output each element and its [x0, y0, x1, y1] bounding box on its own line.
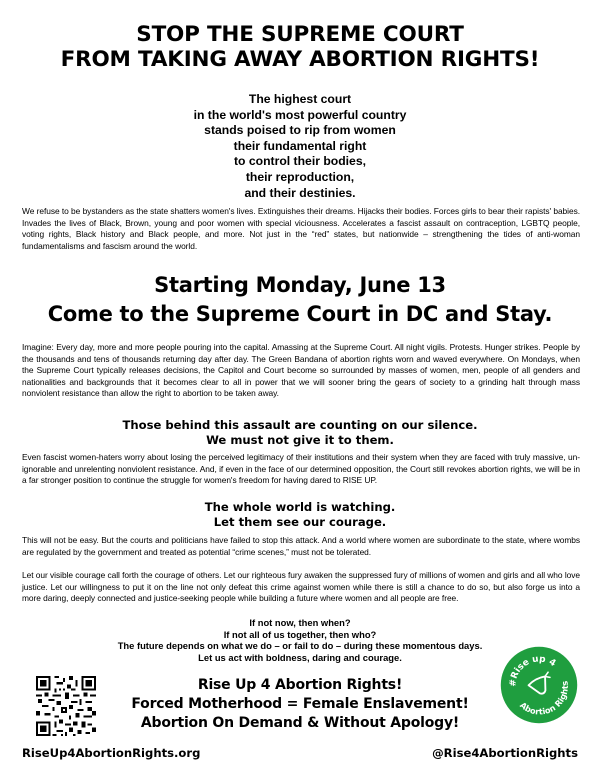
subhead-watching-line1: The whole world is watching. [204, 500, 396, 514]
closing-line: Let us act with boldness, daring and courage. [198, 651, 402, 663]
website-link[interactable]: RiseUp4AbortionRights.org [22, 746, 201, 760]
paragraph-imagine: Imagine: Every day, more and more people pouring into the capital. Amassing at the Supreme Court. All night vigils. Protests. Hunger strikes. People by the thousands and tens of thousands returning day after day. The Green Bandana of abortion rights worn and waved everywhere. On Mondays, when the Supreme Court typically releases decisions, the Capitol and Court become so surrounded by masses of women, men, people of all genders and nationalities and backgrounds that it becomes clear to all in power that we will sooner bring the gears of society to a grinding halt through mass nonviolent resistance than allow the right to abortion to be taken away. [22, 342, 580, 399]
paragraph-legitimacy: Even fascist women-haters worry about losing the perceived legitimacy of their institutions and their system when they are faced with truly massive, un-ignorable and unrelenting nonviolent resistance. And, if even in the face of our determined opposition, the Court still revokes abortion rights, we will be in a far stronger position to continue the struggle for women's freedom for having dared to RISE UP. [22, 452, 580, 486]
paragraph-not-easy: This will not be easy. But the courts and politicians have failed to stop this attack. And a world where women are subordinate to the state, where wombs are regulated by the government and treated as potential “crime scenes,” must not be tolerated. [22, 535, 580, 557]
subhead-watching-line2: Let them see our courage. [213, 514, 387, 529]
main-title [10, 22, 590, 72]
paragraph-refuse: We refuse to be bystanders as the state shatters women's lives. Extinguishes their dreams. Hijacks their bodies. Forces girls to bear their rapists' babies. Invades the lives of Black, Brown, young and poor women with special viciousness. Accelerates a fascist assault on contraception, LGBTQ people, voting rights, Black history and Black people, and more. Not just in the “red” states, but nationwide – strengthening the tides of anti-woman fundamentalisms and fascism around the world. [22, 206, 580, 251]
slogan-line: Rise Up 4 Abortion Rights! [197, 677, 403, 693]
closing-call [60, 617, 540, 663]
intro-line: their reproduction, [245, 169, 355, 184]
intro-line: in the world's most powerful country [193, 107, 407, 122]
closing-line: The future depends on what we do – or fail to do – during these momentous days. [117, 640, 483, 651]
subhead-silence [40, 418, 560, 447]
qr-code-icon[interactable] [36, 676, 96, 736]
headline-line2: Come to the Supreme Court in DC and Stay. [47, 302, 553, 326]
slogans [100, 676, 500, 733]
intro-line: their fundamental right [233, 138, 367, 153]
slogan-line: Forced Motherhood = Female Enslavement! [131, 696, 469, 712]
main-title-line2: FROM TAKING AWAY ABORTION RIGHTS! [60, 47, 540, 72]
rise-up-badge-logo [500, 646, 578, 724]
closing-line: If not now, then when? [249, 617, 351, 628]
subhead-watching [40, 500, 560, 529]
social-handle[interactable]: @Rise4AbortionRights [432, 746, 578, 760]
badge-text-bottom: Abortion Rights [518, 680, 570, 717]
intro-line: The highest court [248, 92, 352, 106]
intro-line: to control their bodies, [233, 154, 367, 169]
subhead-silence-line1: Those behind this assault are counting on our silence. [122, 418, 478, 432]
slogan-line: Abortion On Demand & Without Apology! [140, 715, 460, 731]
subhead-silence-line2: We must not give it to them. [206, 432, 394, 447]
intro-line: and their destinies. [244, 185, 356, 200]
intro-statement [100, 92, 500, 201]
main-title-line1: STOP THE SUPREME COURT [136, 22, 464, 47]
intro-line: stands poised to rip from women [204, 123, 396, 138]
headline-line1: Starting Monday, June 13 [154, 273, 446, 297]
headline [10, 271, 590, 329]
paragraph-courage: Let our visible courage call forth the courage of others. Let our righteous fury awaken the suppressed fury of millions of women and girls and all who love justice. Let our willingness to put it on the line not only defeat this crime against women while there is still a chance to do so, but also forge us into a more daring, deeply connected and justice-seeking people while building a future where women and all people are free. [22, 570, 580, 604]
closing-line: If not all of us together, then who? [223, 628, 377, 640]
badge-text-top: #Rise up 4 [508, 654, 558, 688]
